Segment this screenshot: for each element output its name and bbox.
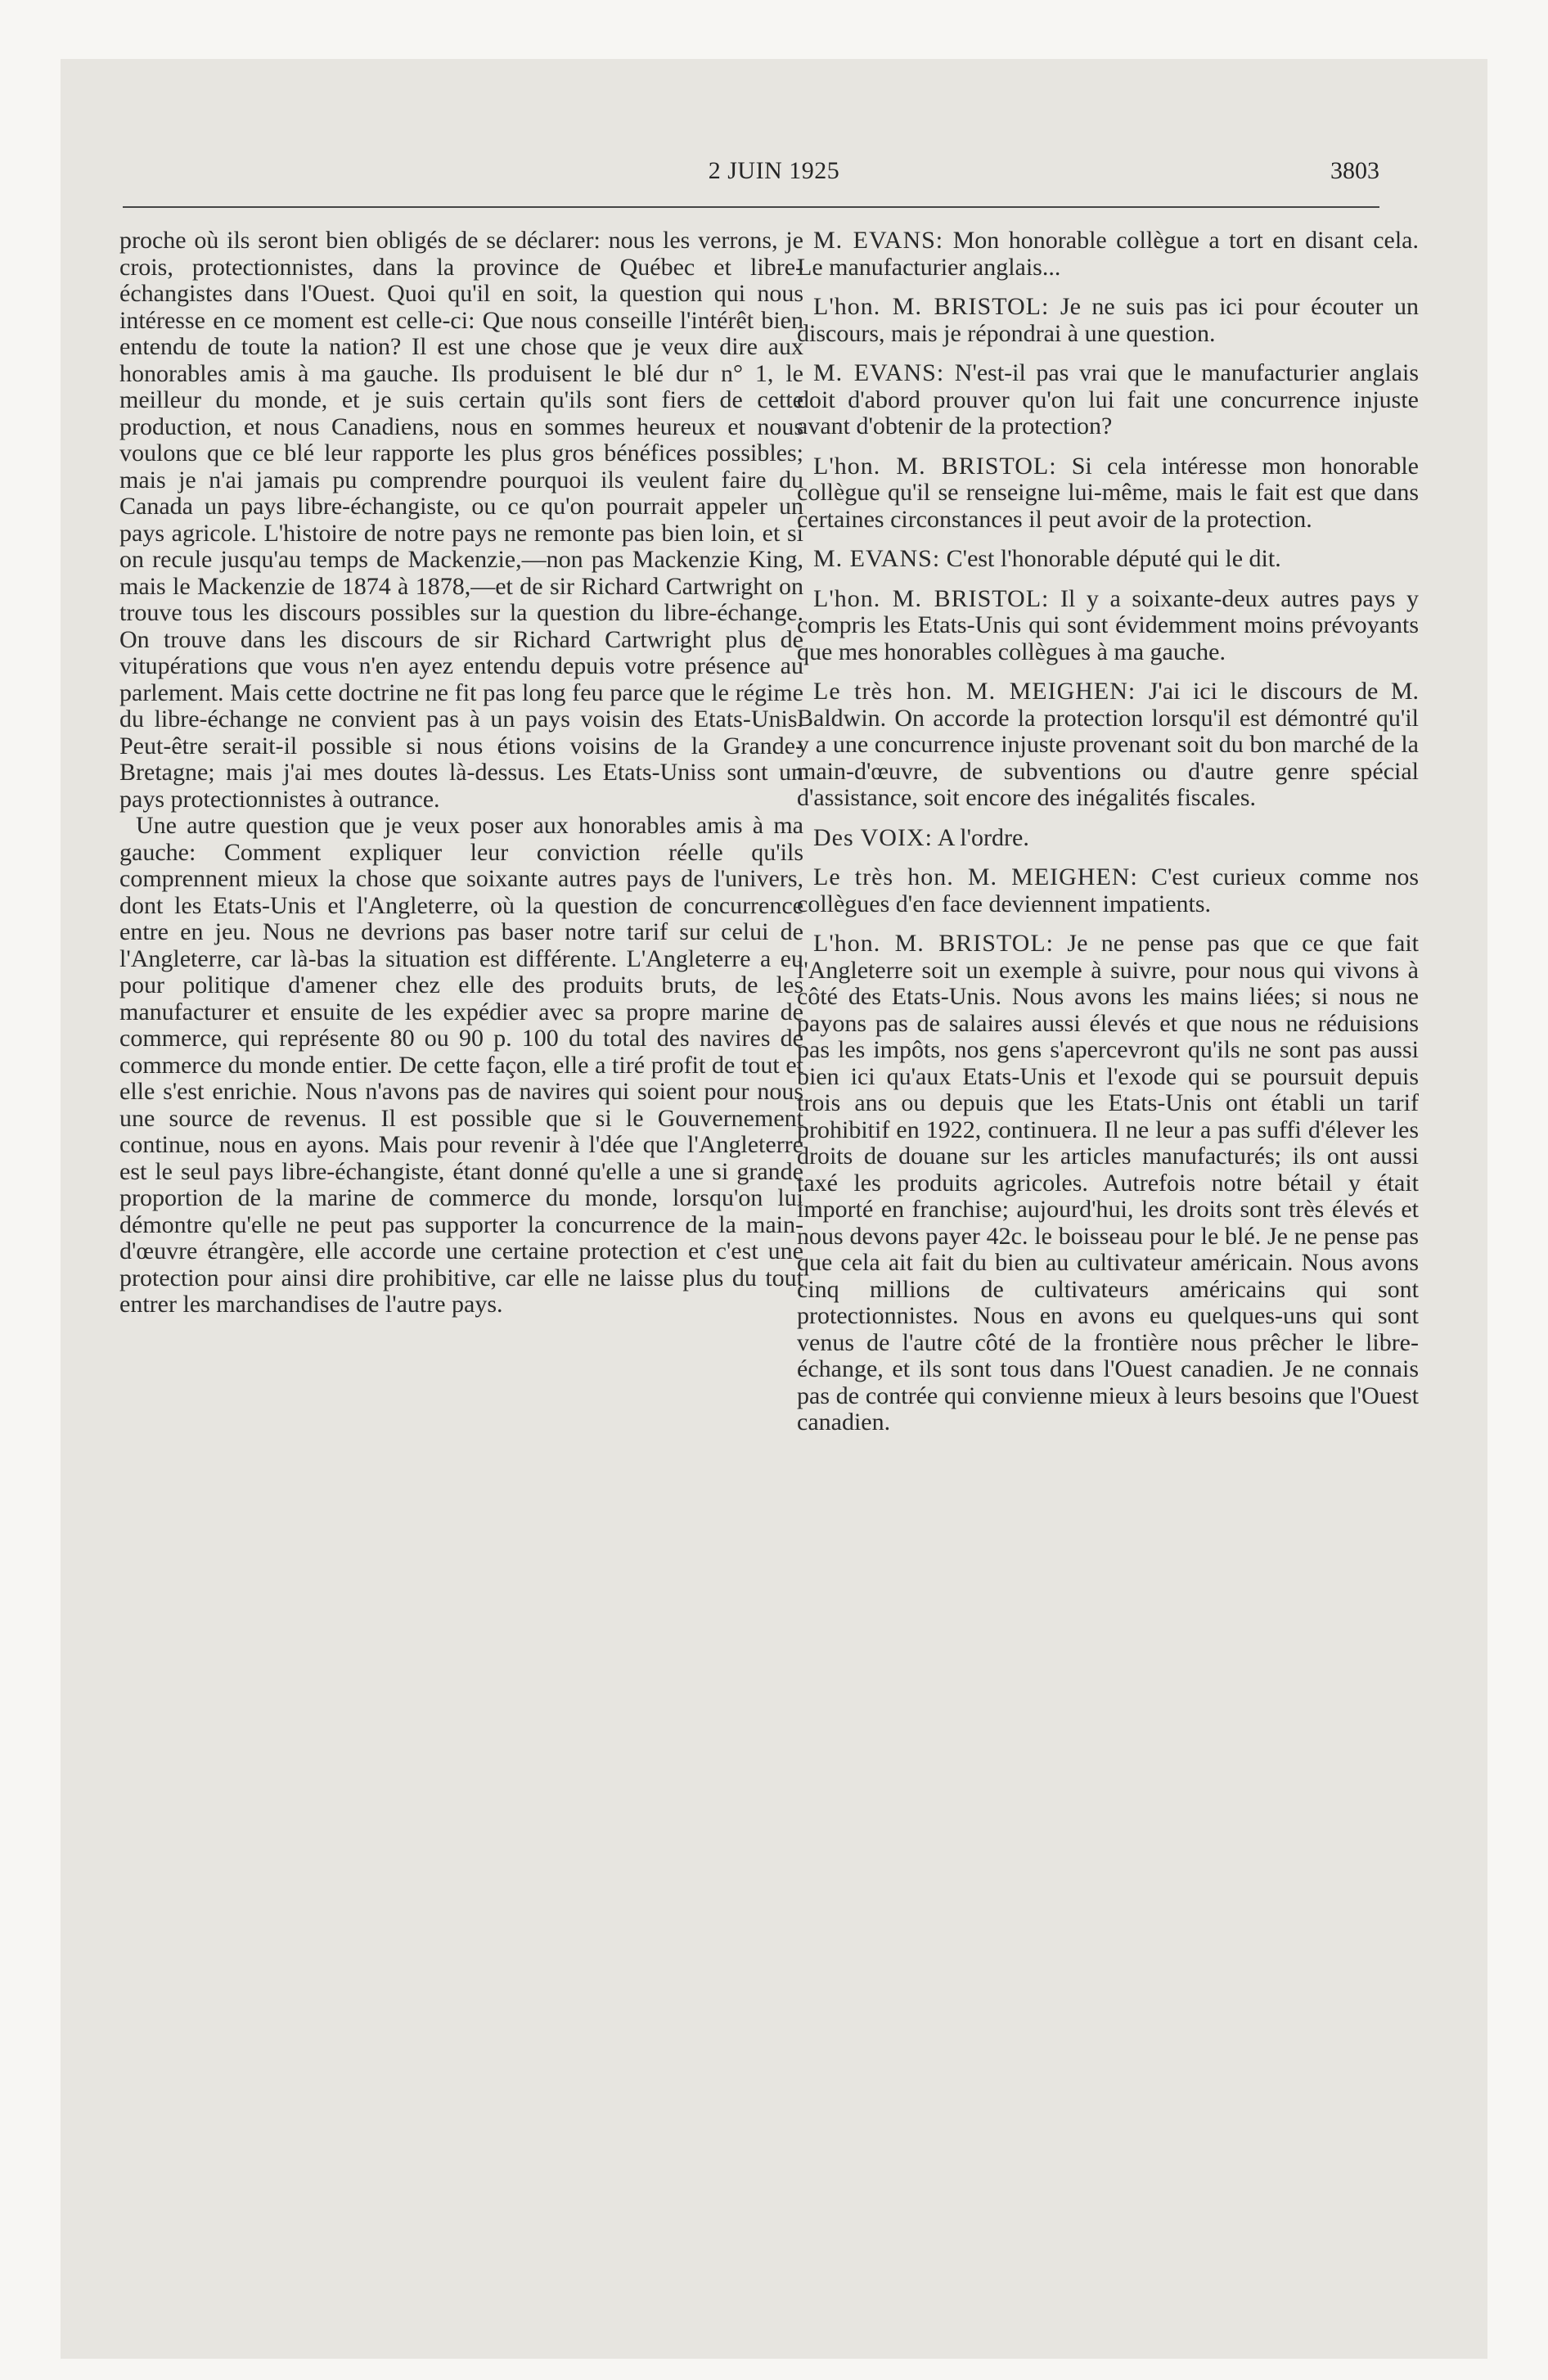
speech-paragraph [797, 453, 1419, 534]
speaker-name: L'hon. M. BRISTOL: [813, 584, 1050, 612]
page-header [61, 157, 1487, 206]
speech-paragraph [797, 228, 1419, 281]
page-number: 3803 [1330, 157, 1379, 184]
speech-text: N'est-il pas vrai que le manufacturier anglais doit d'abord prouver qu'on lui fait une concurrence injuste avant d'obtenir de la protection? [797, 359, 1419, 439]
speaker-name: L'hon. M. BRISTOL: [813, 293, 1050, 320]
speaker-name: Des VOIX: [813, 823, 933, 851]
speech-paragraph [797, 360, 1419, 440]
speech-text: Je ne suis pas ici pour écouter un discours, mais je répondrai à une question. [797, 293, 1420, 347]
speaker-name: Le très hon. M. MEIGHEN: [813, 863, 1138, 890]
speech-paragraph [797, 586, 1419, 666]
body-paragraph: proche où ils seront bien obligés de se déclarer: nous les verrons, je crois, protectionnistes, dans la province de Québec et libre-échangistes dans l'Ouest. Quoi qu'il en soit, la question qui nous intéresse en ce moment est celle-ci: Que nous conseille l'intérêt bien entendu de toute la nation? Il est une chose que je veux dire aux honorables amis à ma gauche. Ils produisent le blé dur n° 1, le meilleur du monde, et je suis certain qu'ils sont fiers de cette production, et nous Canadiens, nous en sommes heureux et nous voulons que ce blé leur rapporte les plus gros bénéfices possibles; mais je n'ai jamais pu comprendre pourquoi ils veulent faire du Canada un pays libre-échangiste, ou ce qu'on pourrait appeler un pays agricole. L'histoire de notre pays ne remonte pas bien loin, et si on recule jusqu'au temps de Mackenzie,—non pas Mackenzie King, mais le Mackenzie de 1874 à 1878,—et de sir Richard Cartwright on trouve tous les discours possibles sur la question du libre-échange. On trouve dans les discours de sir Richard Cartwright plus de vitupérations que vous n'en ayez entendu depuis votre présence au parlement. Mais cette doctrine ne fit pas long feu parce que le régime du libre-échange ne convient pas à un pays voisin des Etats-Unis. Peut-être serait-il possible si nous étions voisins de la Grande-Bretagne; mais j'ai mes doutes là-dessus. Les Etats-Uniss sont un pays protectionnistes à outrance. [119, 227, 803, 813]
speech-paragraph [797, 864, 1419, 917]
speech-text: Si cela intéresse mon honorable collègue qu'il se renseigne lui-même, mais le fait est que dans certaines circonstances il peut avoir de la protection. [797, 452, 1419, 533]
left-column [119, 228, 803, 1318]
speech-paragraph [797, 825, 1419, 852]
speech-paragraph [797, 546, 1419, 573]
speaker-name: M. EVANS: [813, 545, 941, 572]
header-date: 2 JUIN 1925 [708, 157, 840, 184]
speech-paragraph [797, 931, 1419, 1436]
speaker-name: Le très hon. M. MEIGHEN: [813, 678, 1136, 705]
speech-paragraph [797, 678, 1419, 812]
speech-text: Je ne pense pas que ce que fait l'Angleterre soit un exemple à suivre, pour nous qui vivons à côté des Etats-Unis. Nous avons les mains liées; si nous ne payons pas de salaires aussi élevés et que nous ne réduisions pas les impôts, nos gens s'apercevront qu'ils ne sont pas aussi bien ici qu'aux Etats-Unis et l'exode qui se poursuit depuis trois ans ou depuis que les Etats-Unis ont établi un tarif prohibitif en 1922, continuera. Il ne leur a pas suffi d'élever les droits de douane sur les articles manufacturés; ils ont aussi taxé les produits agricoles. Autrefois notre bétail y était importé en franchise; aujourd'hui, les droits sont très élevés et nous devons payer 42c. le boisseau pour le blé. Je ne pense pas que cela ait fait du bien au cultivateur américain. Nous avons cinq millions de cultivateurs américains qui sont protectionnistes. Nous en avons eu quelques-uns qui sont venus de l'autre côté de la frontière nous prêcher le libre-échange, et ils sont tous dans l'Ouest canadien. Je ne connais pas de contrée qui convienne mieux à leurs besoins que l'Ouest canadien. [797, 930, 1420, 1436]
speech-text: J'ai ici le discours de M. Baldwin. On accorde la protection lorsqu'il est démontré qu'il y a une concurrence injuste provenant soit du bon marché de la main-d'œuvre, de subventions ou d'autre genre spécial d'assistance, soit encore des inégalités fiscales. [797, 678, 1420, 811]
speaker-name: M. EVANS: [813, 227, 944, 254]
speaker-name: L'hon. M. BRISTOL: [813, 452, 1057, 480]
right-column [797, 228, 1419, 1449]
body-paragraph: Une autre question que je veux poser aux honorables amis à ma gauche: Comment expliquer leur conviction réelle qu'ils comprennent mieux la chose que soixante autres pays de l'univers, dont les Etats-Unis et l'Angleterre, où la question de concurrence entre en jeu. Nous ne devrions pas baser notre tarif sur celui de l'Angleterre, car là-bas la situation est différente. L'Angleterre a eu pour politique d'amener chez elle des produits bruts, de les manufacturer et ensuite de les expédier avec sa propre marine de commerce, qui représente 80 ou 90 p. 100 du total des navires de commerce du monde entier. De cette façon, elle a tiré profit de tout et elle s'est enrichie. Nous n'avons pas de navires qui soient pour nous une source de revenus. Il est possible que si le Gouvernement continue, nous en ayons. Mais pour revenir à l'dée que l'Angleterre est le seul pays libre-échangiste, étant donné qu'elle a une si grande proportion de la marine de commerce du monde, lorsqu'on lui démontre qu'elle ne peut pas supporter la concurrence de la main-d'œuvre étrangère, elle accorde une certaine protection et c'est une protection pour ainsi dire prohibitive, car elle ne laisse plus du tout entrer les marchandises de l'autre pays. [119, 812, 803, 1318]
speaker-name: L'hon. M. BRISTOL: [813, 930, 1054, 957]
header-rule [123, 206, 1379, 208]
page-scan [61, 59, 1487, 2359]
speech-text: Il y a soixante-deux autres pays y compris les Etats-Unis qui sont évidemment moins prévoyants que mes honorables collègues à ma gauche. [797, 584, 1420, 665]
speech-text: A l'ordre. [937, 823, 1029, 851]
speech-text: Mon honorable collègue a tort en disant cela. Le manufacturier anglais... [797, 227, 1419, 281]
speech-text: C'est l'honorable député qui le dit. [946, 545, 1281, 572]
speaker-name: M. EVANS: [813, 359, 945, 386]
speech-text: C'est curieux comme nos collègues d'en face deviennent impatients. [797, 863, 1420, 917]
speech-paragraph [797, 294, 1419, 347]
